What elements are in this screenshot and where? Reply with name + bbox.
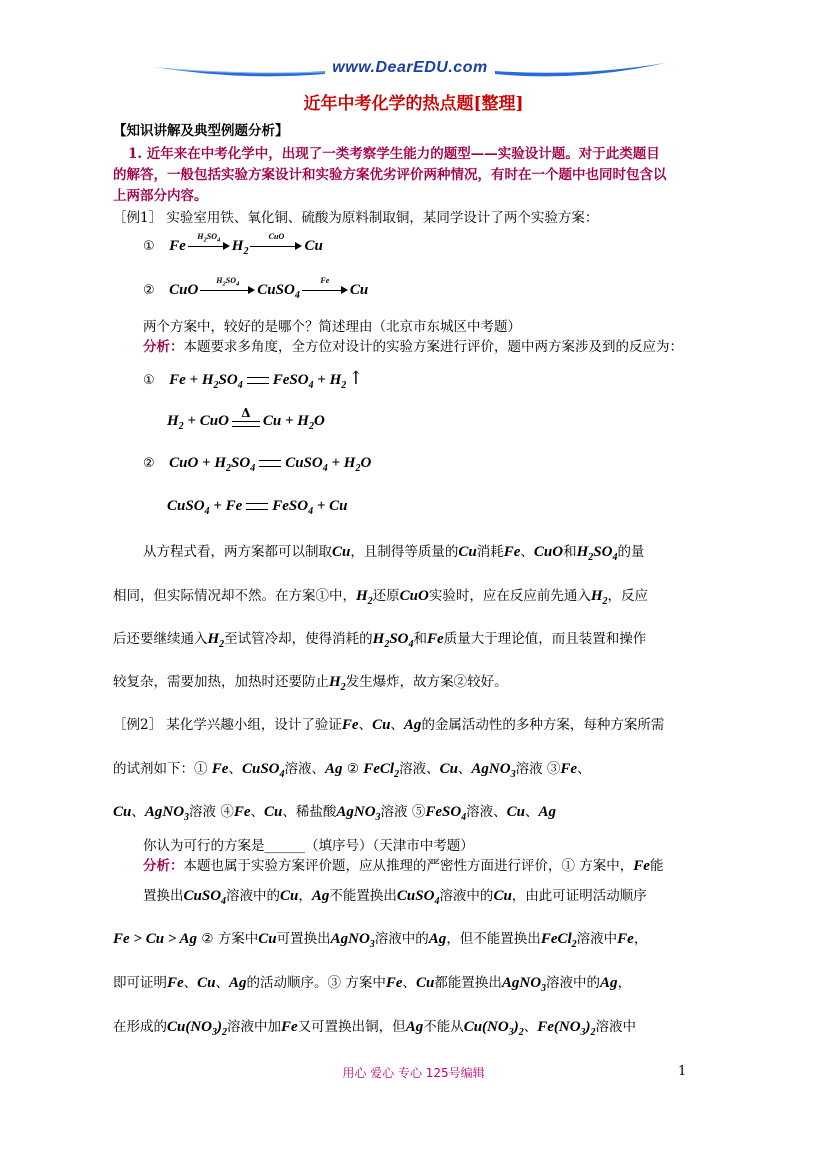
site-url[interactable]: www.DearEDU.com [332,59,488,76]
reaction-arrow: Fe [302,283,348,297]
scheme-1: ① Fe $H_2SO_4$ $H_2$ CuO Cu [143,232,323,257]
example2-line-1: ［例2］ 某化学兴趣小组，设计了验证Fe、Cu、Ag的金属活动性的多种方案，每种方案所需 [113,717,665,733]
reaction-2a: ② CuO + $H_2SO_4$ CuSO$_4$ + $H_2O$ [143,455,372,474]
document-title: 近年中考化学的热点题[整理] [303,94,524,114]
analysis-label: 分析： [143,339,184,355]
body-line-1: 从方程式看，两方案都可以制取Cu，且制得等质量的Cu消耗Fe、CuO和$H_2SO_4$的量 [143,544,645,563]
example1-analysis [143,338,683,357]
reaction-2b: CuSO$_4$ + Fe FeSO$_4$ + Cu [167,498,348,517]
example1-stem: ［例1］ 实验室用铁、氧化铜、硫酸为原料制取铜，某同学设计了两个实验方案： [113,210,599,226]
page-number: 1 [678,1064,687,1079]
intro-line-3: 上两部分内容。 [113,188,208,204]
example2-line-2: 的试剂如下：① Fe、CuSO$_4$溶液、Ag ② FeCl$_2$溶液、Cu、AgNO$_3$溶液 ③Fe、 [113,761,591,780]
body-line-2: 相同，但实际情况却不然。在方案①中，$H_2$还原CuO实验时，应在反应前先通入$H_2$，反应 [113,588,649,607]
example2-analysis-1: 分析：本题也属于实验方案评价题，应从推理的严密性方面进行评价，① 方案中，Fe能 [143,858,664,874]
example2-analysis-3: Fe > Cu > Ag ② 方案中Cu可置换出AgNO$_3$溶液中的Ag，但不能置换出FeCl$_2$溶液中Fe， [113,931,648,950]
analysis-label: 分析： [143,858,184,874]
reaction-1a: ① $Fe + H_2SO_4$ FeSO$_4$ + $H_2$ ↑ [143,368,364,391]
body-line-4: 较复杂，需要加热，加热时还要防止$H_2$发生爆炸，故方案②较好。 [113,674,508,693]
example2-analysis-5: 在形成的$Cu(NO_3)_2$溶液中加Fe又可置换出铜，但Ag不能从$Cu(NO_3)_2$、$Fe(NO_3)_2$溶液中 [113,1019,637,1038]
heat-equals-sign: Δ [232,412,260,430]
site-banner [150,55,670,89]
example2-analysis-2: 置换出CuSO$_4$溶液中的Cu，Ag不能置换出CuSO$_4$溶液中的Cu，由此可证明活动顺序 [143,888,647,907]
analysis-text: 本题要求多角度，全方位对设计的实验方案进行评价，题中两方案涉及到的反应为： [183,339,683,355]
example2-analysis-4: 即可证明Fe、Cu、Ag的活动顺序。③ 方案中Fe、Cu都能置换出AgNO$_3$溶液中的Ag， [113,975,632,994]
reaction-marker: ② [143,456,155,471]
intro-line-1: 1. 近年来在中考化学中，出现了一类考察学生能力的题型——实验设计题。对于此类题目 [128,146,660,162]
example2-line-3: Cu、AgNO$_3$溶液 ④Fe、Cu、稀盐酸AgNO$_3$溶液 ⑤FeSO$_4$溶液、Cu、Ag [113,804,557,823]
reaction-arrow: $H_2SO_4$ [200,283,255,297]
equals-sign [247,377,269,384]
section-heading: 【知识讲解及典型例题分析】 [113,123,289,139]
example1-question: 两个方案中，较好的是哪个？简述理由（北京市东城区中考题） [143,319,521,335]
reaction-1b: $H_2$ + CuO Δ $Cu + H_2O$ [167,406,325,432]
gas-arrow: ↑ [348,368,364,389]
body-line-3: 后还要继续通入$H_2$至试管冷却，使得消耗的$H_2SO_4$和Fe质量大于理论值，而且装置和操作 [113,631,647,650]
scheme-2-marker: ② [143,283,155,298]
scheme-2: ② CuO $H_2SO_4$ CuSO$_4$ Fe Cu [143,276,369,301]
reaction-arrow: CuO [250,239,302,253]
reaction-arrow: $H_2SO_4$ [188,239,230,253]
intro-line-2: 的解答，一般包括实验方案设计和实验方案优劣评价两种情况，有时在一个题中也同时包含以 [113,167,667,183]
scheme-1-marker: ① [143,239,155,254]
equals-sign [259,460,281,467]
reaction-marker: ① [143,373,155,388]
equals-sign [246,503,268,510]
footer-text: 用心 爱心 专心 125号编辑 [342,1066,485,1080]
example2-question: 你认为可行的方案是______（填序号）（天津市中考题） [143,838,474,854]
